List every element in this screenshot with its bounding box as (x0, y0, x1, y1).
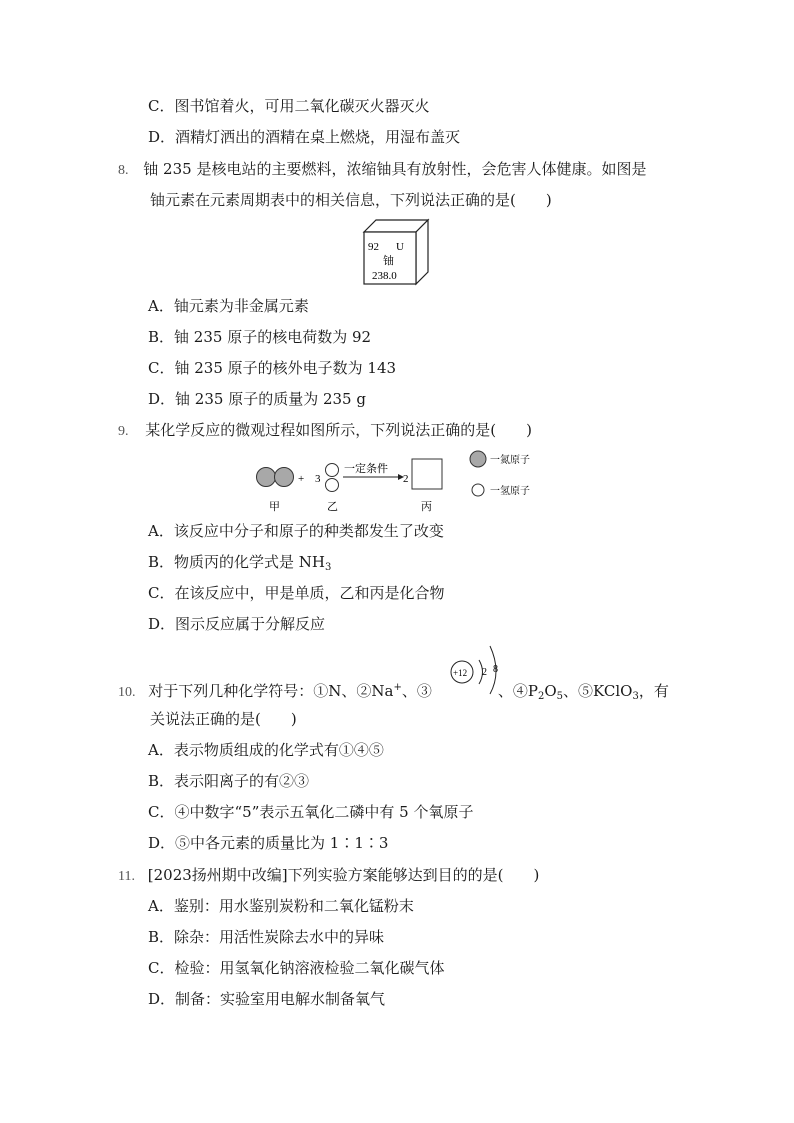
legend-nitrogen: 一氮原子 (490, 455, 530, 466)
q8-stem-line1 (118, 159, 646, 181)
magnesium-atom-structure-diagram (446, 642, 510, 698)
q11-option-c: C．检验：用氢氧化钠溶液检验二氧化碳气体 (148, 959, 445, 977)
q10-stem-line1: 10. 对于下列几种化学符号：①N、②Na+、③ 、$④P_2O_5$、⑤KClO$_3$，有 (118, 682, 669, 702)
uranium-element-cell (362, 218, 434, 286)
q10-option-c: C．④中数字“5”表示五氧化二磷中有 5 个氧原子 (148, 803, 474, 821)
q9-number: 9. (118, 424, 129, 439)
q10-number: 10. (118, 685, 136, 700)
q9-stem-text: 某化学反应的微观过程如图所示，下列说法正确的是( ) (145, 421, 532, 439)
coefficient-yi: 3 (315, 473, 321, 485)
q11-stem-text: [2023扬州期中改编]下列实验方案能够达到目的的是( ) (147, 866, 540, 884)
product-box (412, 459, 442, 489)
q11-number: 11. (118, 869, 135, 884)
nucleus-charge: +12 (453, 668, 468, 678)
q8-option-b: B．铀 235 原子的核电荷数为 92 (148, 328, 372, 346)
q10-option-b: B．表示阳离子的有②③ (148, 772, 310, 790)
nitrogen-atom-icon (257, 468, 276, 487)
shell2-electrons: 8 (493, 664, 498, 675)
cell-symbol: U (396, 241, 404, 253)
q10-stem-line2: 关说法正确的是( ) (150, 710, 297, 728)
q11-option-b: B．除杂：用活性炭除去水中的异味 (148, 928, 385, 946)
q7-option-c: C．图书馆着火，可用二氧化碳灭火器灭火 (148, 97, 430, 115)
nitrogen-atom-icon (275, 468, 294, 487)
q9-option-d: D．图示反应属于分解反应 (148, 615, 326, 633)
coefficient-bing: 2 (403, 473, 409, 485)
legend-hydrogen: 一氢原子 (490, 486, 530, 497)
q7-option-d: D．酒精灯洒出的酒精在桌上燃烧，用湿布盖灭 (148, 128, 461, 146)
q11-option-d: D．制备：实验室用电解水制备氧气 (148, 990, 386, 1008)
q9-option-a: A．该反应中分子和原子的种类都发生了改变 (148, 522, 444, 540)
legend-hydrogen-icon (472, 484, 484, 496)
q9-option-b: B．物质丙的化学式是 $NH_3$ (148, 553, 332, 573)
q8-option-a: A．铀元素为非金属元素 (148, 297, 309, 315)
plus-sign: + (298, 473, 305, 485)
q11-stem-line1 (118, 865, 539, 887)
cell-atomic-number: 92 (368, 241, 379, 253)
label-jia: 甲 (269, 501, 280, 513)
q8-stem-line2: 铀元素在元素周期表中的相关信息，下列说法正确的是( ) (150, 191, 552, 209)
hydrogen-atom-icon (326, 479, 339, 492)
q9-option-c: C．在该反应中，甲是单质，乙和丙是化合物 (148, 584, 445, 602)
label-yi: 乙 (327, 501, 338, 513)
q9-stem-line1 (118, 420, 532, 442)
cell-element-name: 铀 (383, 255, 394, 267)
q8-option-d: D．铀 235 原子的质量为 235 g (148, 390, 366, 408)
hydrogen-atom-icon (326, 464, 339, 477)
q10-option-a: A．表示物质组成的化学式有①④⑤ (148, 741, 384, 759)
q10-option-d: D．⑤中各元素的质量比为 1∶1∶3 (148, 834, 389, 852)
q8-option-c: C．铀 235 原子的核外电子数为 143 (148, 359, 397, 377)
reaction-diagram (250, 446, 550, 518)
arrow-label: 一定条件 (344, 463, 388, 475)
q8-stem-text: 铀 235 是核电站的主要燃料，浓缩铀具有放射性，会危害人体健康。如图是 (143, 160, 647, 178)
cell-atomic-mass: 238.0 (372, 270, 397, 282)
legend-nitrogen-icon (470, 451, 486, 467)
q8-number: 8. (118, 163, 129, 178)
label-bing: 丙 (421, 501, 432, 513)
shell1-electrons: 2 (482, 667, 487, 678)
q11-option-a: A．鉴别：用水鉴别炭粉和二氧化锰粉末 (148, 897, 414, 915)
